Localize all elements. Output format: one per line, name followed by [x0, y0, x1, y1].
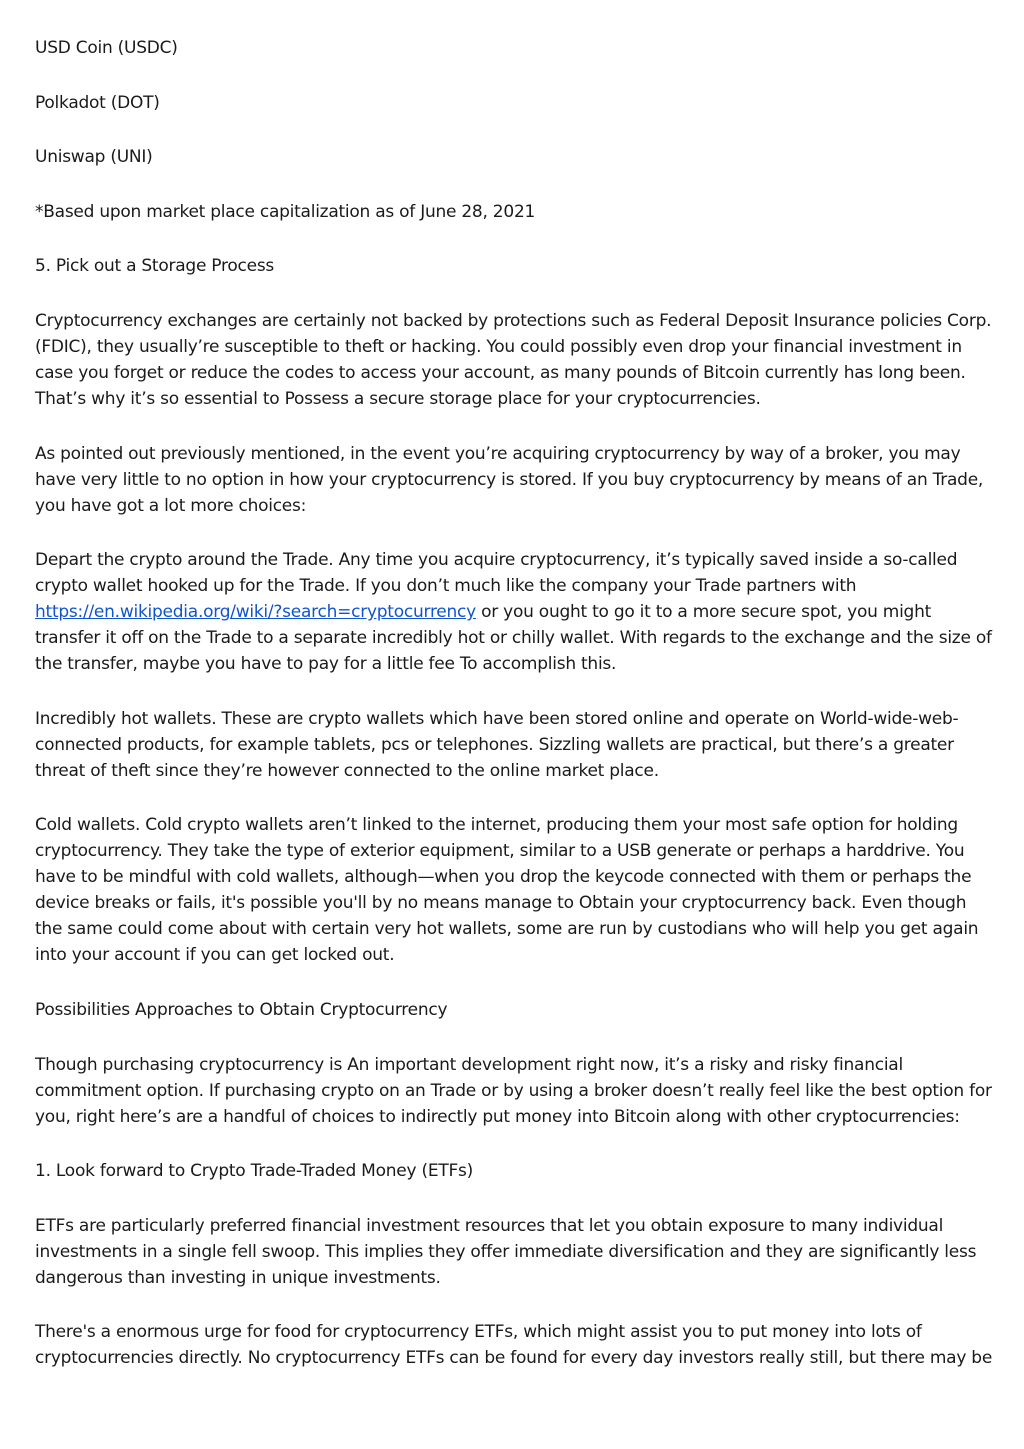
paragraph-though: Though purchasing cryptocurrency is An important development right now, it’s a risky and risky financial commitment option. If purchasing crypto on an Trade or by using a broker doesn’t really feel like the best option for you, right here’s are a handful of choices to indirectly put money into Bitcoin along with other cryptocurrencies: — [35, 1054, 992, 1127]
list-item-usdc: USD Coin (USDC) — [35, 38, 178, 58]
paragraph-etfs: ETFs are particularly preferred financial investment resources that let you obtain exposure to many individual investments in a single fell swoop. This implies they offer immediate diversification and they are significantly less dangerous than investing in unique investments. — [35, 1215, 977, 1288]
paragraph-urge: There's a enormous urge for food for cryptocurrency ETFs, which might assist you to put money into lots of cryptocurrencies directly. No cryptocurrency ETFs can be found for every day investors really still, but there may be — [35, 1322, 993, 1369]
section-heading-storage: 5. Pick out a Storage Process — [35, 256, 275, 277]
wikipedia-link[interactable]: https://en.wikipedia.org/wiki/?search=cryptocurrency — [35, 602, 476, 623]
list-item-polkadot: Polkadot (DOT) — [35, 92, 160, 113]
paragraph-depart — [35, 547, 995, 677]
paragraph-broker: As pointed out previously mentioned, in the event you’re acquiring cryptocurrency by way of a broker, you may have very little to no option in how your cryptocurrency is stored. If you buy cryptocurrency by means of an Trade, you have got a lot more choices: — [35, 443, 984, 516]
paragraph-cold-wallets: Cold wallets. Cold crypto wallets aren’t linked to the internet, producing them your most safe option for holding cryptocurrency. They take the type of exterior equipment, similar to a USB generate or perhaps a harddrive. You have to be mindful with cold wallets, although—when you drop the keycode connected with them or perhaps the device breaks or fails, it's possible you'll by no means manage to Obtain your cryptocurrency back. Even though the same could come about with certain very hot wallets, some are run by custodians who will help you get again into your account if you can get locked out. — [35, 815, 979, 966]
section-heading-possibilities: Possibilities Approaches to Obtain Cryptocurrency — [35, 999, 448, 1020]
section-heading-etfs: 1. Look forward to Crypto Trade-Traded Money (ETFs) — [35, 1161, 473, 1182]
footnote: *Based upon market place capitalization as of June 28, 2021 — [35, 201, 536, 222]
paragraph-depart-text-after: or you ought to go it to a more secure spot, you might transfer it off on the Trade to a separate incredibly hot or chilly wallet. With regards to the exchange and the size of the transfer, maybe you have to pay for a little fee To accomplish this. — [35, 602, 992, 675]
paragraph-depart-text-before: Depart the crypto around the Trade. Any time you acquire cryptocurrency, it’s typically saved inside a so-called crypto wallet hooked up for the Trade. If you don’t much like the company your Trade partners with — [35, 550, 958, 597]
paragraph-hot-wallets: Incredibly hot wallets. These are crypto wallets which have been stored online and operate on World-wide-web-connected products, for example tablets, pcs or telephones. Sizzling wallets are practical, but there’s a greater threat of theft since they’re however connected to the online market place. — [35, 708, 959, 781]
paragraph-exchanges: Cryptocurrency exchanges are certainly not backed by protections such as Federal Deposit Insurance policies Corp. (FDIC), they usually’re susceptible to theft or hacking. You could possibly even drop your financial investment in case you forget or reduce the codes to access your account, as many pounds of Bitcoin currently has long been. That’s why it’s so essential to Possess a secure storage place for your cryptocurrencies. — [35, 310, 992, 409]
document-body — [35, 35, 995, 1400]
list-item-uniswap: Uniswap (UNI) — [35, 147, 153, 168]
